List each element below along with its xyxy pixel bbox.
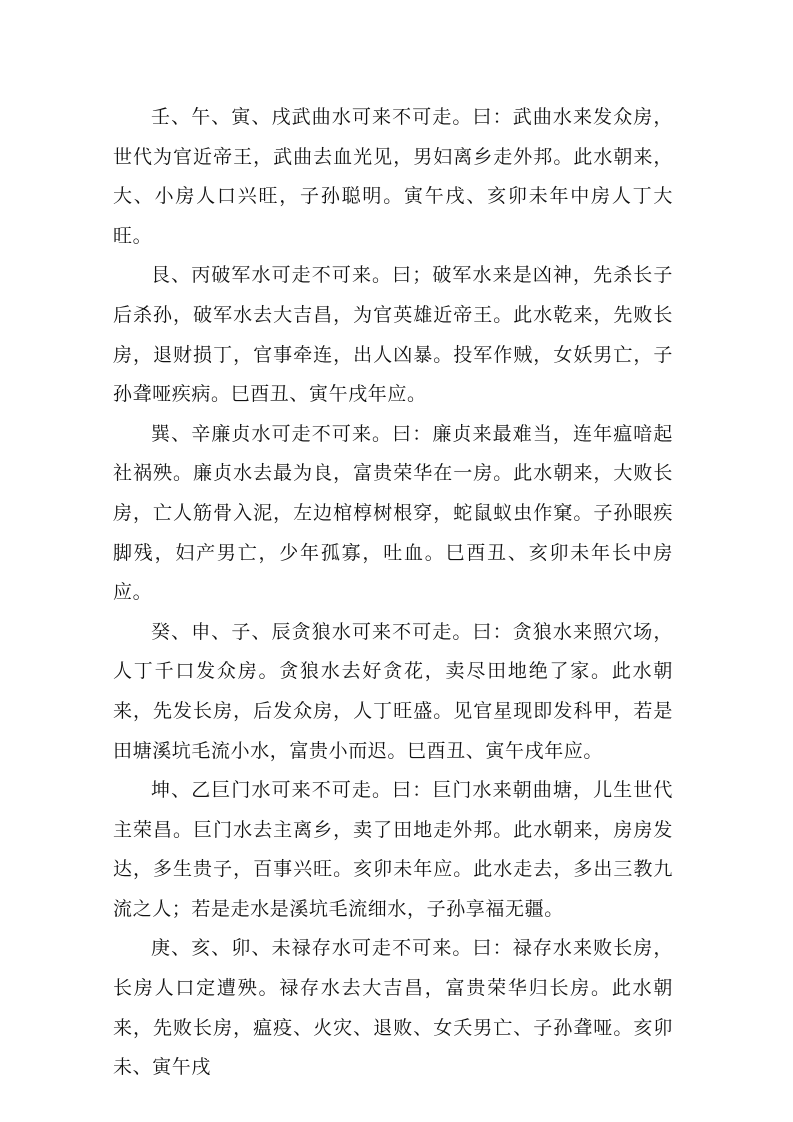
paragraph-jumen-water: 坤、乙巨门水可来不可走。曰：巨门水来朝曲塘，儿生世代主荣昌。巨门水去主离乡，卖了田地走外邦。此水朝来，房房发达，多生贵子，百事兴旺。亥卯未年应。此水走去，多出三教九流之人；若是走水是溪坑毛流细水，子孙享福无疆。 xyxy=(113,779,673,920)
paragraph-wuqu-water: 壬、午、寅、戌武曲水可来不可走。曰：武曲水来发众房，世代为官近帝王，武曲去血光见，男妇离乡走外邦。此水朝来，大、小房人口兴旺，子孙聪明。寅午戌、亥卯未年中房人丁大旺。 xyxy=(113,106,673,247)
paragraph-lianzhen-water: 巽、辛廉贞水可走不可来。曰：廉贞来最难当，连年瘟喑起社祸殃。廉贞水去最为良，富贵荣华在一房。此水朝来，大败长房，亡人筋骨入泥，左边棺椁树根穿，蛇鼠蚁虫作窠。子孙眼疾脚残，妇产男亡，少年孤寡，吐血。巳酉丑、亥卯未年长中房应。 xyxy=(113,422,673,604)
body-text xyxy=(113,98,673,1088)
paragraph-pojun-water: 艮、丙破军水可走不可来。曰；破军水来是凶神，先杀长子后杀孙，破军水去大吉昌，为官英雄近帝王。此水乾来，先败长房，退财损丁，官事牵连，出人凶暴。投军作贼，女妖男亡，子孙聋哑疾病。巳酉丑、寅午戌年应。 xyxy=(113,264,673,406)
paragraph-lucun-water: 庚、亥、卯、未禄存水可走不可来。曰：禄存水来败长房，长房人口定遭殃。禄存水去大吉昌，富贵荣华归长房。此水朝来，先败长房，瘟疫、火灾、退败、女夭男亡、子孙聋哑。亥卯未、寅午戌 xyxy=(113,937,673,1079)
paragraph-tanlang-water: 癸、申、子、辰贪狼水可来不可走。曰：贪狼水来照穴场，人丁千口发众房。贪狼水去好贪花，卖尽田地绝了家。此水朝来，先发长房，后发众房，人丁旺盛。见官星现即发科甲，若是田塘溪坑毛流小水，富贵小而迟。巳酉丑、寅午戌年应。 xyxy=(113,620,673,762)
